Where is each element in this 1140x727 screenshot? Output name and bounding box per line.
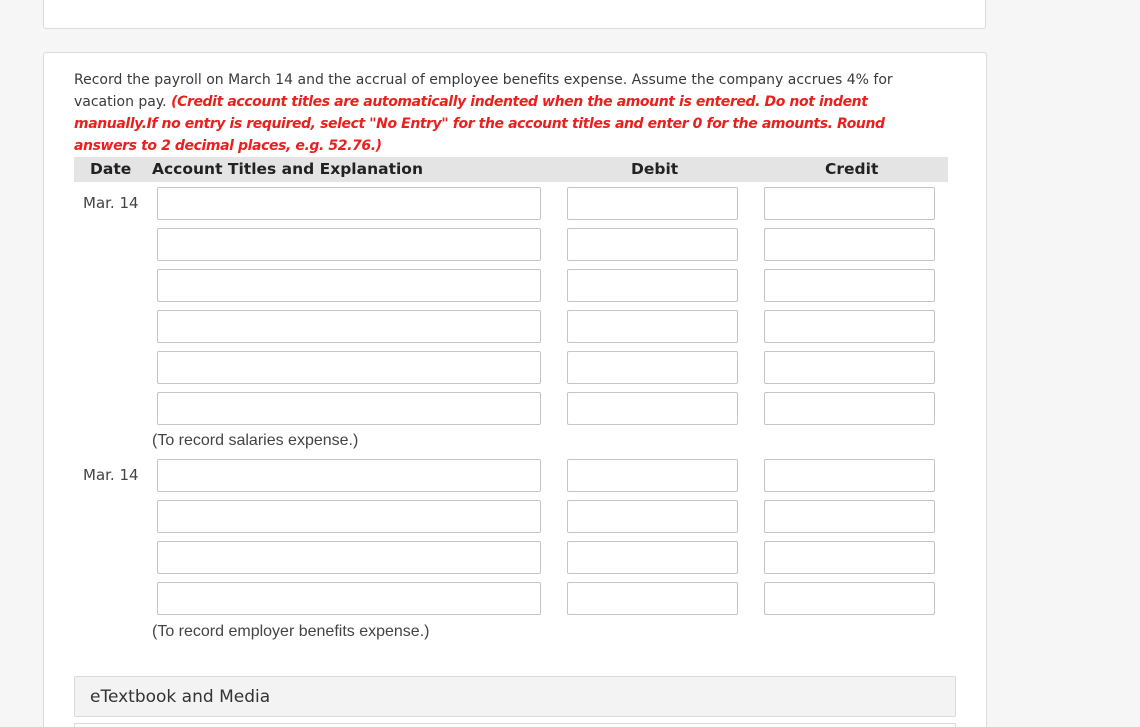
entry-1-debit-field-4[interactable] [567, 310, 738, 343]
entry-1-credit-field-3[interactable] [764, 269, 935, 302]
entry-2-account-field-4[interactable] [157, 582, 541, 615]
entry-2-debit-field-3[interactable] [567, 541, 738, 574]
entry-2-date: Mar. 14 [83, 466, 139, 484]
entry-2-credit-field-2[interactable] [764, 500, 935, 533]
entry-2-credit-field-3[interactable] [764, 541, 935, 574]
entry-1-credit-field-6[interactable] [764, 392, 935, 425]
entry-1-debit-field-3[interactable] [567, 269, 738, 302]
entry-2-credit-field-4[interactable] [764, 582, 935, 615]
entry-2-account-field-2[interactable] [157, 500, 541, 533]
entry-2-explanation: (To record employer benefits expense.) [152, 623, 430, 640]
entry-1-account-field-6[interactable] [157, 392, 541, 425]
entry-2-account-field-1[interactable] [157, 459, 541, 492]
entry-2-credit-field-1[interactable] [764, 459, 935, 492]
entry-1-credit-field-4[interactable] [764, 310, 935, 343]
entry-1-account-field-5[interactable] [157, 351, 541, 384]
entry-1-debit-field-2[interactable] [567, 228, 738, 261]
entry-1-debit-field-6[interactable] [567, 392, 738, 425]
header-date: Date [90, 160, 132, 178]
next-panel-edge [74, 723, 956, 727]
question-instructions [74, 69, 950, 157]
entry-1-account-field-1[interactable] [157, 187, 541, 220]
entry-1-debit-field-1[interactable] [567, 187, 738, 220]
entry-1-credit-field-5[interactable] [764, 351, 935, 384]
entry-1-account-field-4[interactable] [157, 310, 541, 343]
journal-table-header [74, 157, 948, 182]
instructions-note: (Credit account titles are automatically indented when the amount is entered. Do not indent manually.If no entry is required, select "No Entry" for the account titles and enter 0 for the amounts. Round answers to 2 decimal places, e.g. 52.76.) [74, 94, 885, 154]
header-credit: Credit [825, 160, 879, 178]
entry-2-account-field-3[interactable] [157, 541, 541, 574]
header-debit: Debit [631, 160, 679, 178]
etextbook-media-button[interactable] [74, 676, 956, 717]
previous-question-card [43, 0, 986, 29]
entry-1-account-field-2[interactable] [157, 228, 541, 261]
entry-1-credit-field-2[interactable] [764, 228, 935, 261]
header-account-titles: Account Titles and Explanation [152, 160, 423, 178]
entry-1-credit-field-1[interactable] [764, 187, 935, 220]
entry-2-debit-field-4[interactable] [567, 582, 738, 615]
entry-1-debit-field-5[interactable] [567, 351, 738, 384]
instructions-text: Record the payroll on March 14 and the accrual of employee benefits expense. Assume the company accrues 4% for vacation pay. [74, 72, 893, 110]
entry-2-debit-field-1[interactable] [567, 459, 738, 492]
entry-2-debit-field-2[interactable] [567, 500, 738, 533]
entry-1-explanation: (To record salaries expense.) [152, 432, 359, 449]
entry-1-date: Mar. 14 [83, 194, 139, 212]
etextbook-media-label: eTextbook and Media [90, 687, 271, 707]
entry-1-account-field-3[interactable] [157, 269, 541, 302]
